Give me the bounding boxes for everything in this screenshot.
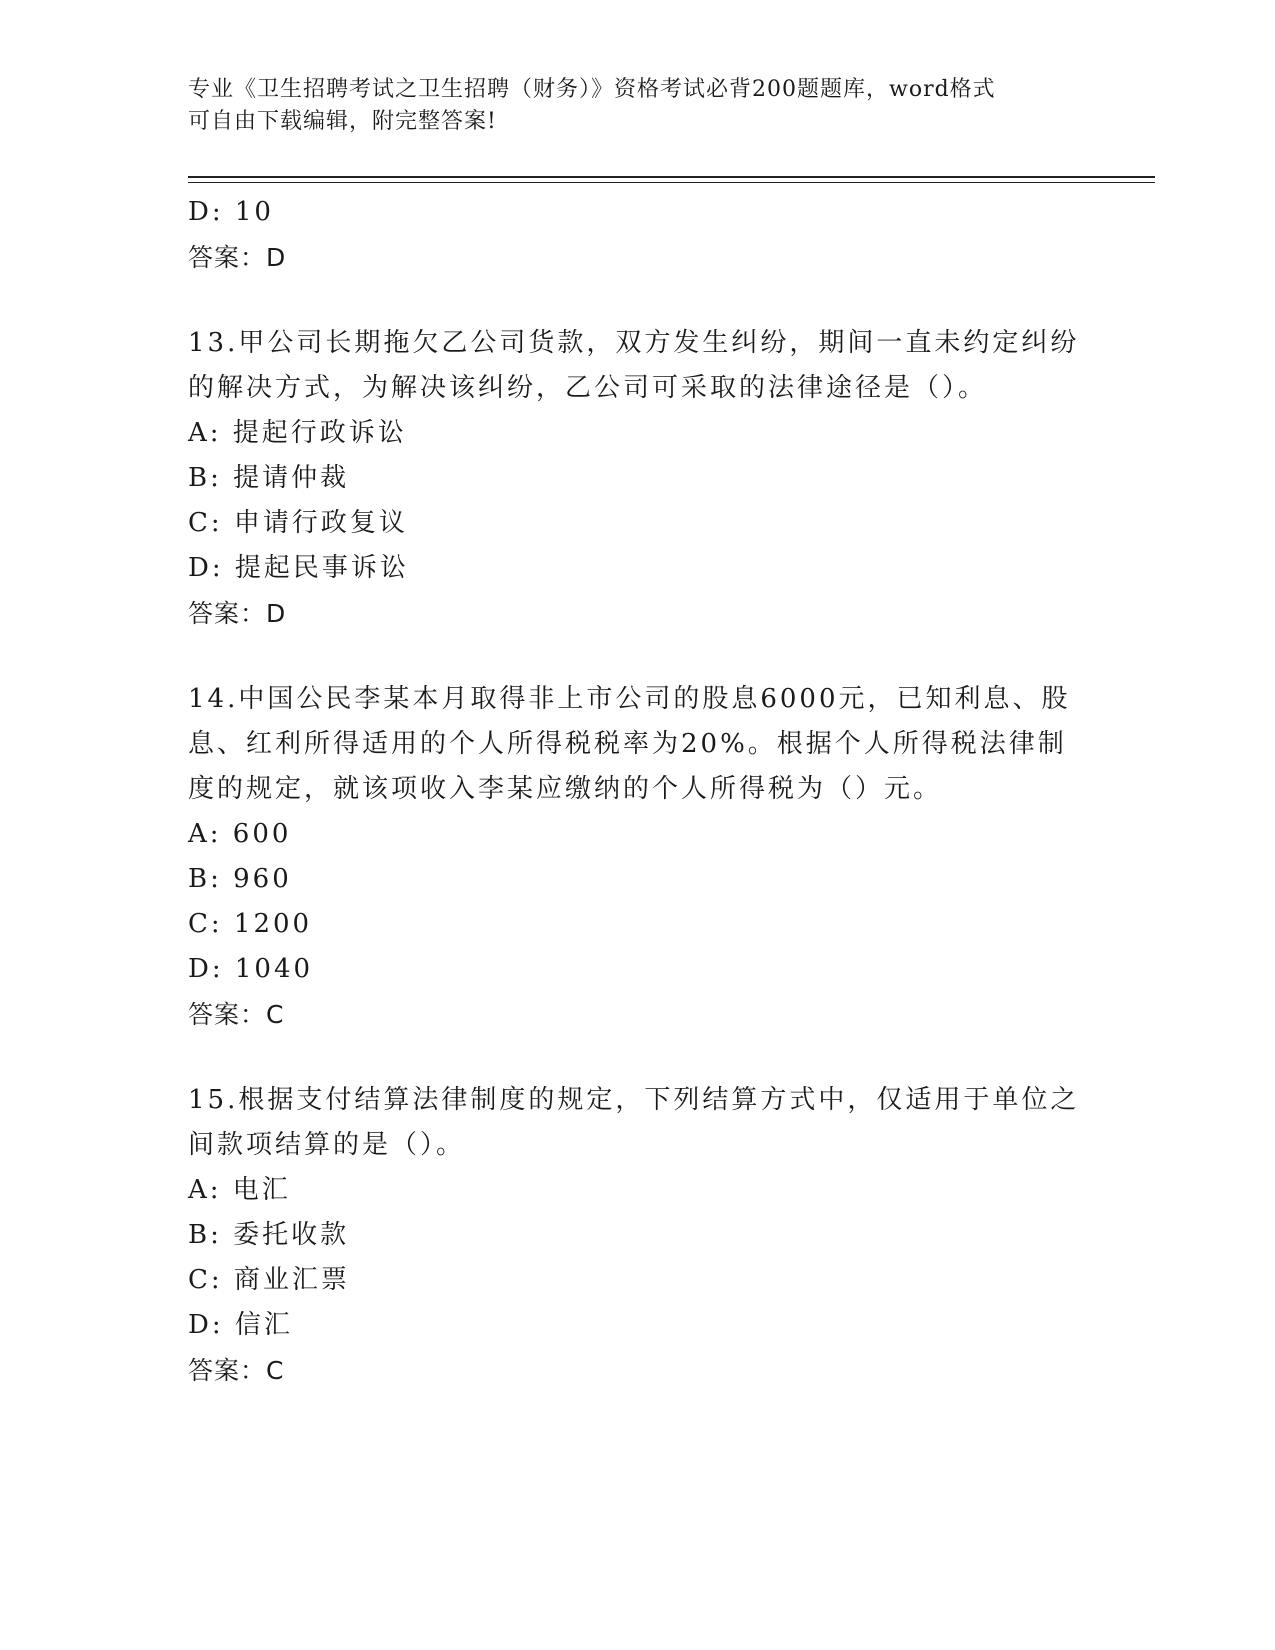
header-rule-thin [188, 182, 1155, 183]
option-c: C: 申请行政复议 [188, 508, 408, 538]
previous-question-tail [188, 190, 1088, 281]
question-15 [188, 1078, 1088, 1394]
question-stem-line: 15.根据支付结算法律制度的规定，下列结算方式中，仅适用于单位之 [188, 1085, 1080, 1115]
question-stem-line: 14.中国公民李某本月取得非上市公司的股息6000元，已知利息、股 [188, 684, 1071, 714]
option-a: A: 提起行政诉讼 [188, 418, 407, 448]
option-b: B: 提请仲裁 [188, 463, 350, 493]
option-d: D: 10 [188, 197, 274, 227]
option-a: A: 电汇 [188, 1175, 291, 1205]
option-c: C: 1200 [188, 909, 313, 939]
question-stem-line: 13.甲公司长期拖欠乙公司货款，双方发生纠纷，期间一直未约定纠纷 [188, 328, 1080, 358]
question-14 [188, 677, 1088, 1038]
header-line-1: 专业《卫生招聘考试之卫生招聘（财务）》资格考试必背200题题库，word格式 [188, 77, 996, 102]
answer-line: 答案：D [188, 599, 287, 628]
header-line-2: 可自由下载编辑，附完整答案! [188, 109, 497, 134]
document-header [188, 74, 1088, 138]
answer-line: 答案：C [188, 1000, 285, 1029]
question-13 [188, 321, 1088, 637]
answer-line: 答案：C [188, 1356, 285, 1385]
option-d: D: 信汇 [188, 1310, 293, 1340]
question-stem-line: 度的规定，就该项收入李某应缴纳的个人所得税为（）元。 [188, 774, 943, 804]
question-stem-line: 的解决方式，为解决该纠纷，乙公司可采取的法律途径是（）。 [188, 373, 988, 403]
option-c: C: 商业汇票 [188, 1265, 350, 1295]
option-d: D: 提起民事诉讼 [188, 553, 409, 583]
option-d: D: 1040 [188, 954, 314, 984]
question-stem-line: 息、红利所得适用的个人所得税税率为20%。根据个人所得税法律制 [188, 729, 1067, 759]
question-stem-line: 间款项结算的是（）。 [188, 1130, 466, 1160]
question-list [188, 190, 1088, 1394]
option-a: A: 600 [188, 819, 292, 849]
answer-line: 答案：D [188, 243, 287, 272]
option-b: B: 960 [188, 864, 292, 894]
header-rule-thick [188, 176, 1155, 178]
option-b: B: 委托收款 [188, 1220, 350, 1250]
